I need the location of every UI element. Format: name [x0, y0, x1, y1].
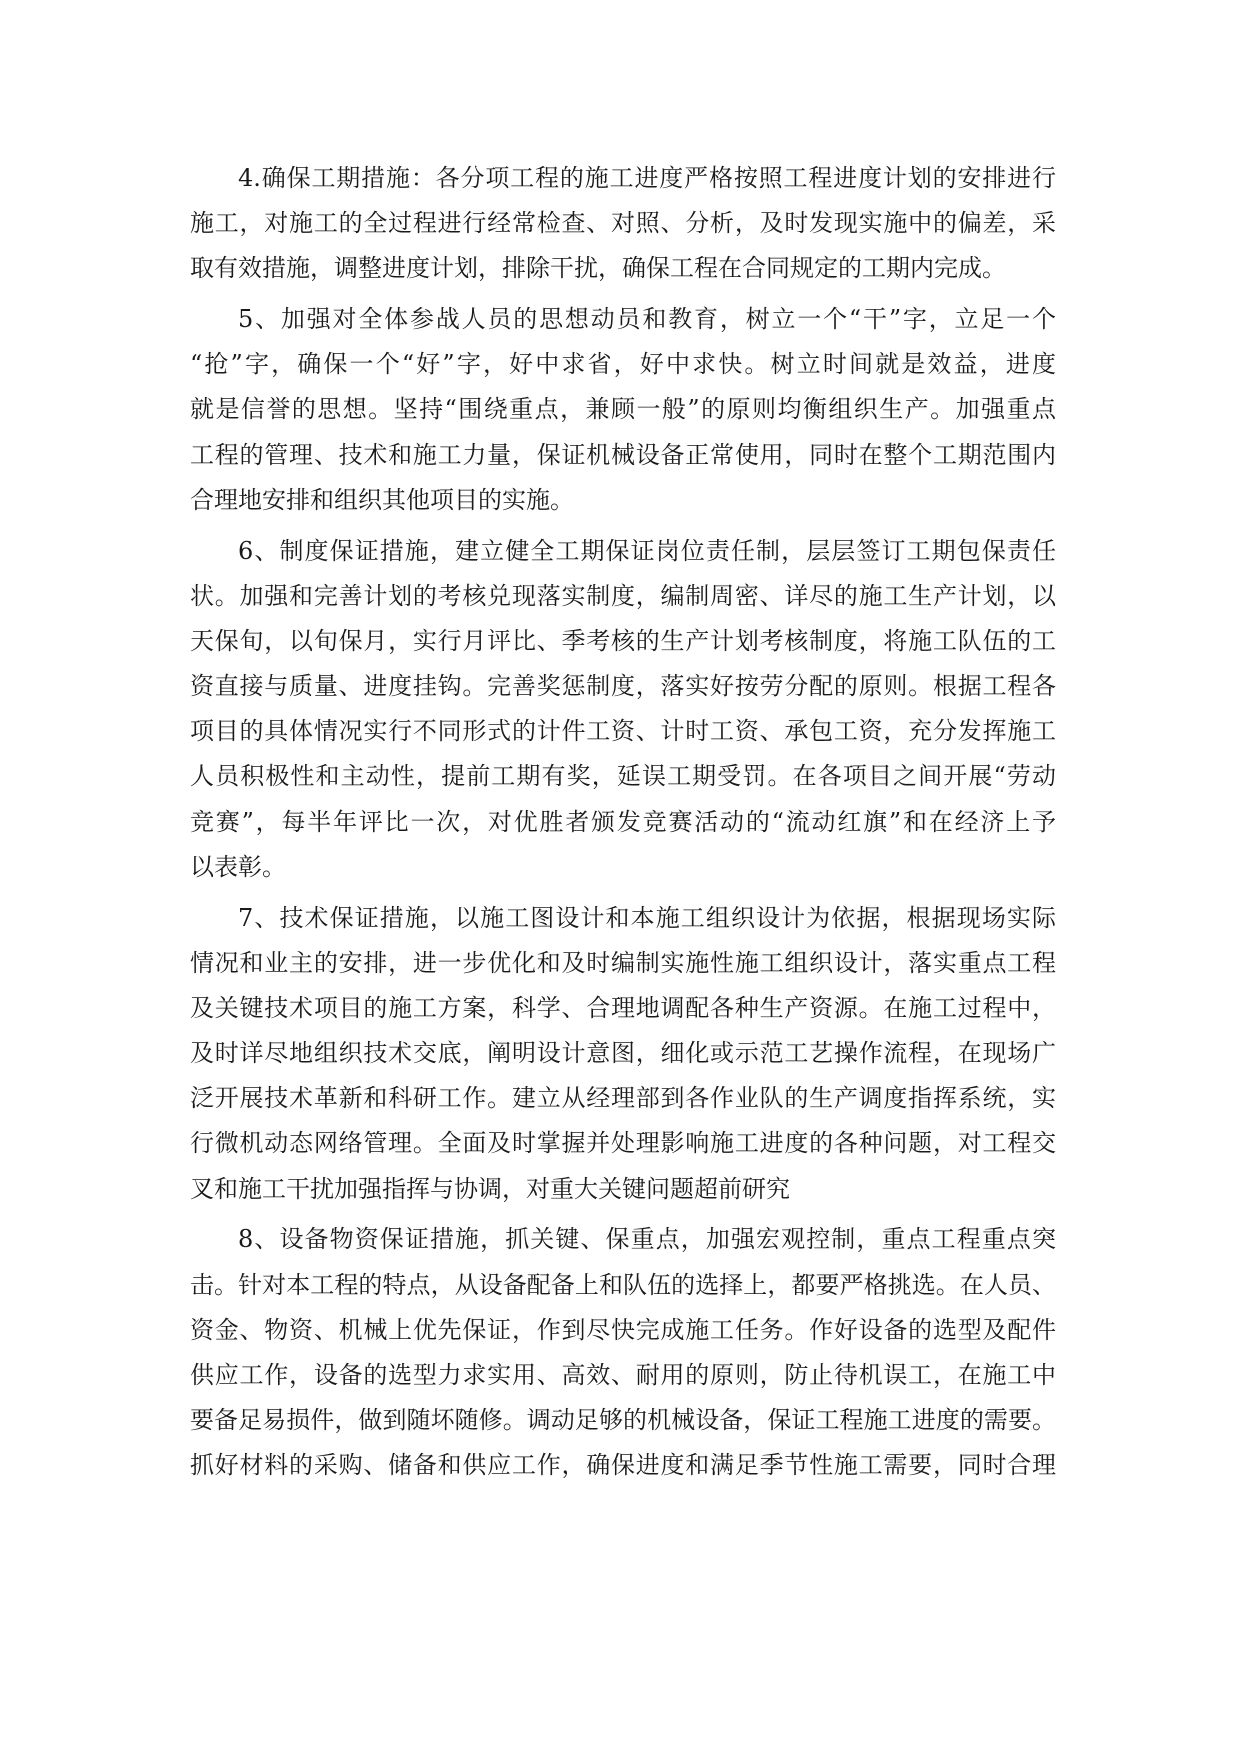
text-line: 及时详尽地组织技术交底，阐明设计意图，细化或示范工艺操作流程，在现场广 [190, 1039, 1056, 1068]
text-line: 以表彰。 [190, 852, 286, 881]
text-line: 击。针对本工程的特点，从设备配备上和队伍的选择上，都要严格挑选。在人员、 [190, 1270, 1056, 1299]
text-line: 7、技术保证措施，以施工图设计和本施工组织设计为依据，根据现场实际 [238, 903, 1056, 932]
text-line: 竞赛”，每半年评比一次，对优胜者颁发竞赛活动的“流动红旗”和在经济上予 [190, 807, 1056, 836]
text-line: 5、加强对全体参战人员的思想动员和教育，树立一个“干”字，立足一个 [238, 305, 1056, 334]
text-line: “抢”字，确保一个“好”字，好中求省，好中求快。树立时间就是效益，进度 [190, 350, 1056, 379]
text-line: 施工，对施工的全过程进行经常检查、对照、分析，及时发现实施中的偏差，采 [190, 209, 1056, 238]
text-line: 行微机动态网络管理。全面及时掌握并处理影响施工进度的各种问题，对工程交 [190, 1129, 1056, 1158]
text-line: 4.确保工期措施：各分项工程的施工进度严格按照工程进度计划的安排进行 [238, 164, 1056, 192]
text-line: 状。加强和完善计划的考核兑现落实制度，编制周密、详尽的施工生产计划，以 [190, 581, 1056, 610]
text-line: 工程的管理、技术和施工力量，保证机械设备正常使用，同时在整个工期范围内 [190, 440, 1056, 469]
paragraph-5 [190, 297, 1056, 523]
text-line: 资金、物资、机械上优先保证，作到尽快完成施工任务。作好设备的选型及配件 [190, 1315, 1056, 1344]
document-body [190, 156, 1056, 1494]
text-line: 资直接与质量、进度挂钩。完善奖惩制度，落实好按劳分配的原则。根据工程各 [190, 672, 1056, 701]
text-line: 供应工作，设备的选型力求实用、高效、耐用的原则，防止待机误工，在施工中 [190, 1360, 1056, 1389]
text-line: 6、制度保证措施，建立健全工期保证岗位责任制，层层签订工期包保责任 [238, 536, 1056, 565]
paragraph-8 [190, 1217, 1056, 1488]
text-line: 抓好材料的采购、储备和供应工作，确保进度和满足季节性施工需要，同时合理 [190, 1451, 1056, 1480]
text-line: 取有效措施，调整进度计划，排除干扰，确保工程在合同规定的工期内完成。 [190, 254, 1006, 283]
paragraph-4 [190, 156, 1056, 292]
text-line: 天保旬，以旬保月，实行月评比、季考核的生产计划考核制度，将施工队伍的工 [190, 626, 1056, 655]
paragraph-6 [190, 529, 1056, 891]
text-line: 叉和施工干扰加强指挥与协调，对重大关键问题超前研究 [190, 1174, 790, 1203]
text-line: 项目的具体情况实行不同形式的计件工资、计时工资、承包工资，充分发挥施工 [190, 717, 1056, 746]
text-line: 合理地安排和组织其他项目的实施。 [190, 485, 574, 514]
text-line: 及关键技术项目的施工方案，科学、合理地调配各种生产资源。在施工过程中， [190, 993, 1056, 1022]
text-line: 8、设备物资保证措施，抓关键、保重点，加强宏观控制，重点工程重点突 [238, 1225, 1056, 1254]
text-line: 情况和业主的安排，进一步优化和及时编制实施性施工组织设计，落实重点工程 [190, 948, 1056, 977]
text-line: 要备足易损件，做到随坏随修。调动足够的机械设备，保证工程施工进度的需要。 [190, 1406, 1056, 1435]
text-line: 人员积极性和主动性，提前工期有奖，延误工期受罚。在各项目之间开展“劳动 [190, 762, 1056, 791]
text-line: 泛开展技术革新和科研工作。建立从经理部到各作业队的生产调度指挥系统，实 [190, 1084, 1056, 1113]
paragraph-7 [190, 896, 1056, 1212]
text-line: 就是信誉的思想。坚持“围绕重点，兼顾一般”的原则均衡组织生产。加强重点 [190, 395, 1056, 424]
